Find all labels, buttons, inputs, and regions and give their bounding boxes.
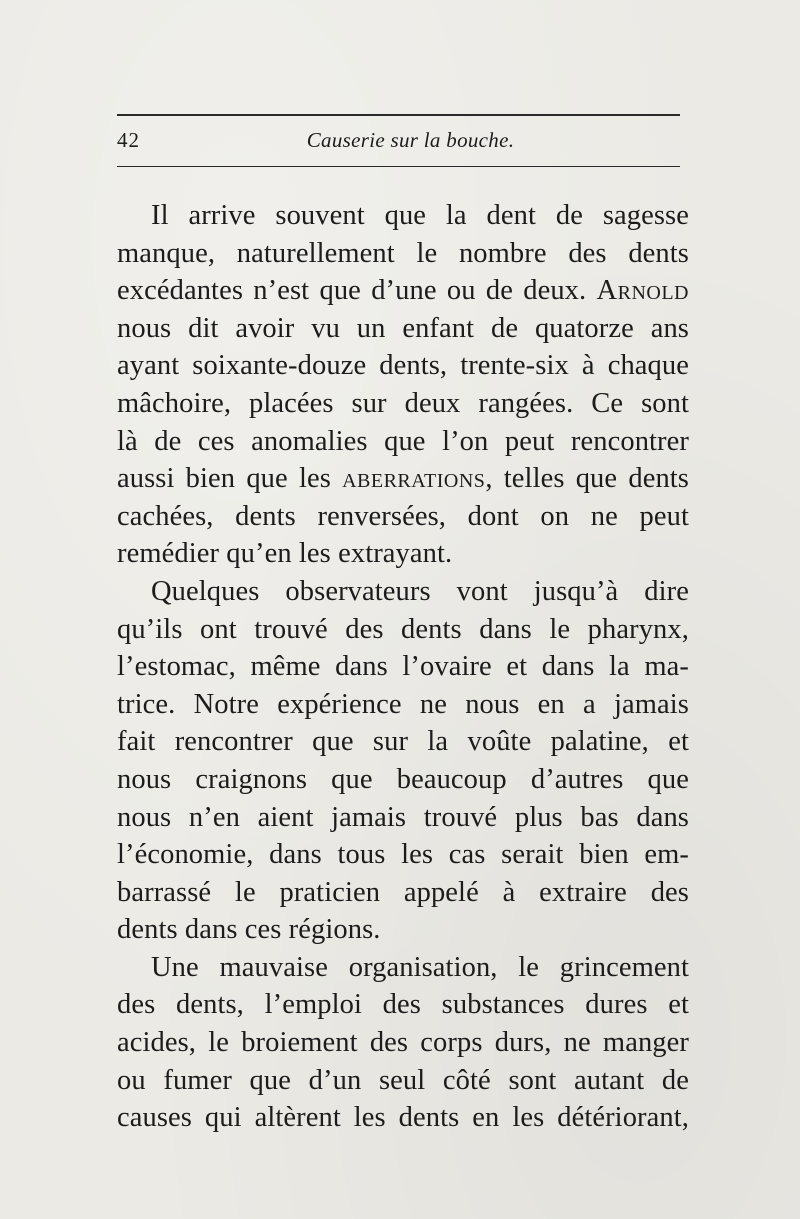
page-number: 42 <box>117 128 140 152</box>
text-line: Il arrive souvent que la dent de sagesse <box>151 200 689 231</box>
text-line: fait rencontrer que sur la voûte palatine, et <box>117 726 689 758</box>
text-line: remédier qu’en les extrayant. <box>117 538 453 570</box>
text-line: ou fumer que d’un seul côté sont autant de <box>117 1064 689 1096</box>
text-line: causes qui altèrent les dents en les détériorant, <box>117 1102 689 1134</box>
paragraph <box>117 573 689 949</box>
small-caps-term: Arnold <box>596 275 689 307</box>
text-line: excédantes n’est que d’une ou de deux. Arnold <box>117 275 689 307</box>
paragraph <box>117 197 689 573</box>
small-caps-term: aberrations <box>342 463 486 495</box>
text-line: Une mauvaise organisation, le grincement <box>151 951 689 983</box>
text-line: nous n’en aient jamais trouvé plus bas dans <box>117 801 689 833</box>
text-line: l’estomac, même dans l’ovaire et dans la ma- <box>117 651 689 683</box>
text-line: des dents, l’emploi des substances dures et <box>117 989 689 1021</box>
text-line: nous craignons que beaucoup d’autres que <box>117 763 689 795</box>
text-line: l’économie, dans tous les cas serait bien em- <box>117 839 689 871</box>
running-header <box>117 122 680 162</box>
paragraph <box>117 949 689 1137</box>
text-line: ayant soixante-douze dents, trente-six à chaque <box>117 350 689 382</box>
body-text <box>117 197 689 1137</box>
text-line: manque, naturellement le nombre des dents <box>117 237 689 269</box>
text-line: aussi bien que les aberrations, telles que dents <box>117 463 689 495</box>
text-line: barrassé le praticien appelé à extraire des <box>117 876 689 908</box>
text-line: mâchoire, placées sur deux rangées. Ce sont <box>117 387 689 419</box>
text-line: là de ces anomalies que l’on peut rencontrer <box>117 425 689 457</box>
header-rule-top <box>117 114 680 116</box>
text-line: nous dit avoir vu un enfant de quatorze ans <box>117 312 689 344</box>
text-line: Quelques observateurs vont jusqu’à dire <box>151 575 689 607</box>
text-line: cachées, dents renversées, dont on ne peut <box>117 500 689 532</box>
text-line: trice. Notre expérience ne nous en a jamais <box>117 688 689 720</box>
text-line: acides, le broiement des corps durs, ne manger <box>117 1027 689 1059</box>
header-rule-bottom <box>117 166 680 167</box>
text-line: qu’ils ont trouvé des dents dans le pharynx, <box>117 613 689 645</box>
running-title: Causerie sur la bouche. <box>306 128 515 152</box>
text-line: dents dans ces régions. <box>117 914 381 946</box>
